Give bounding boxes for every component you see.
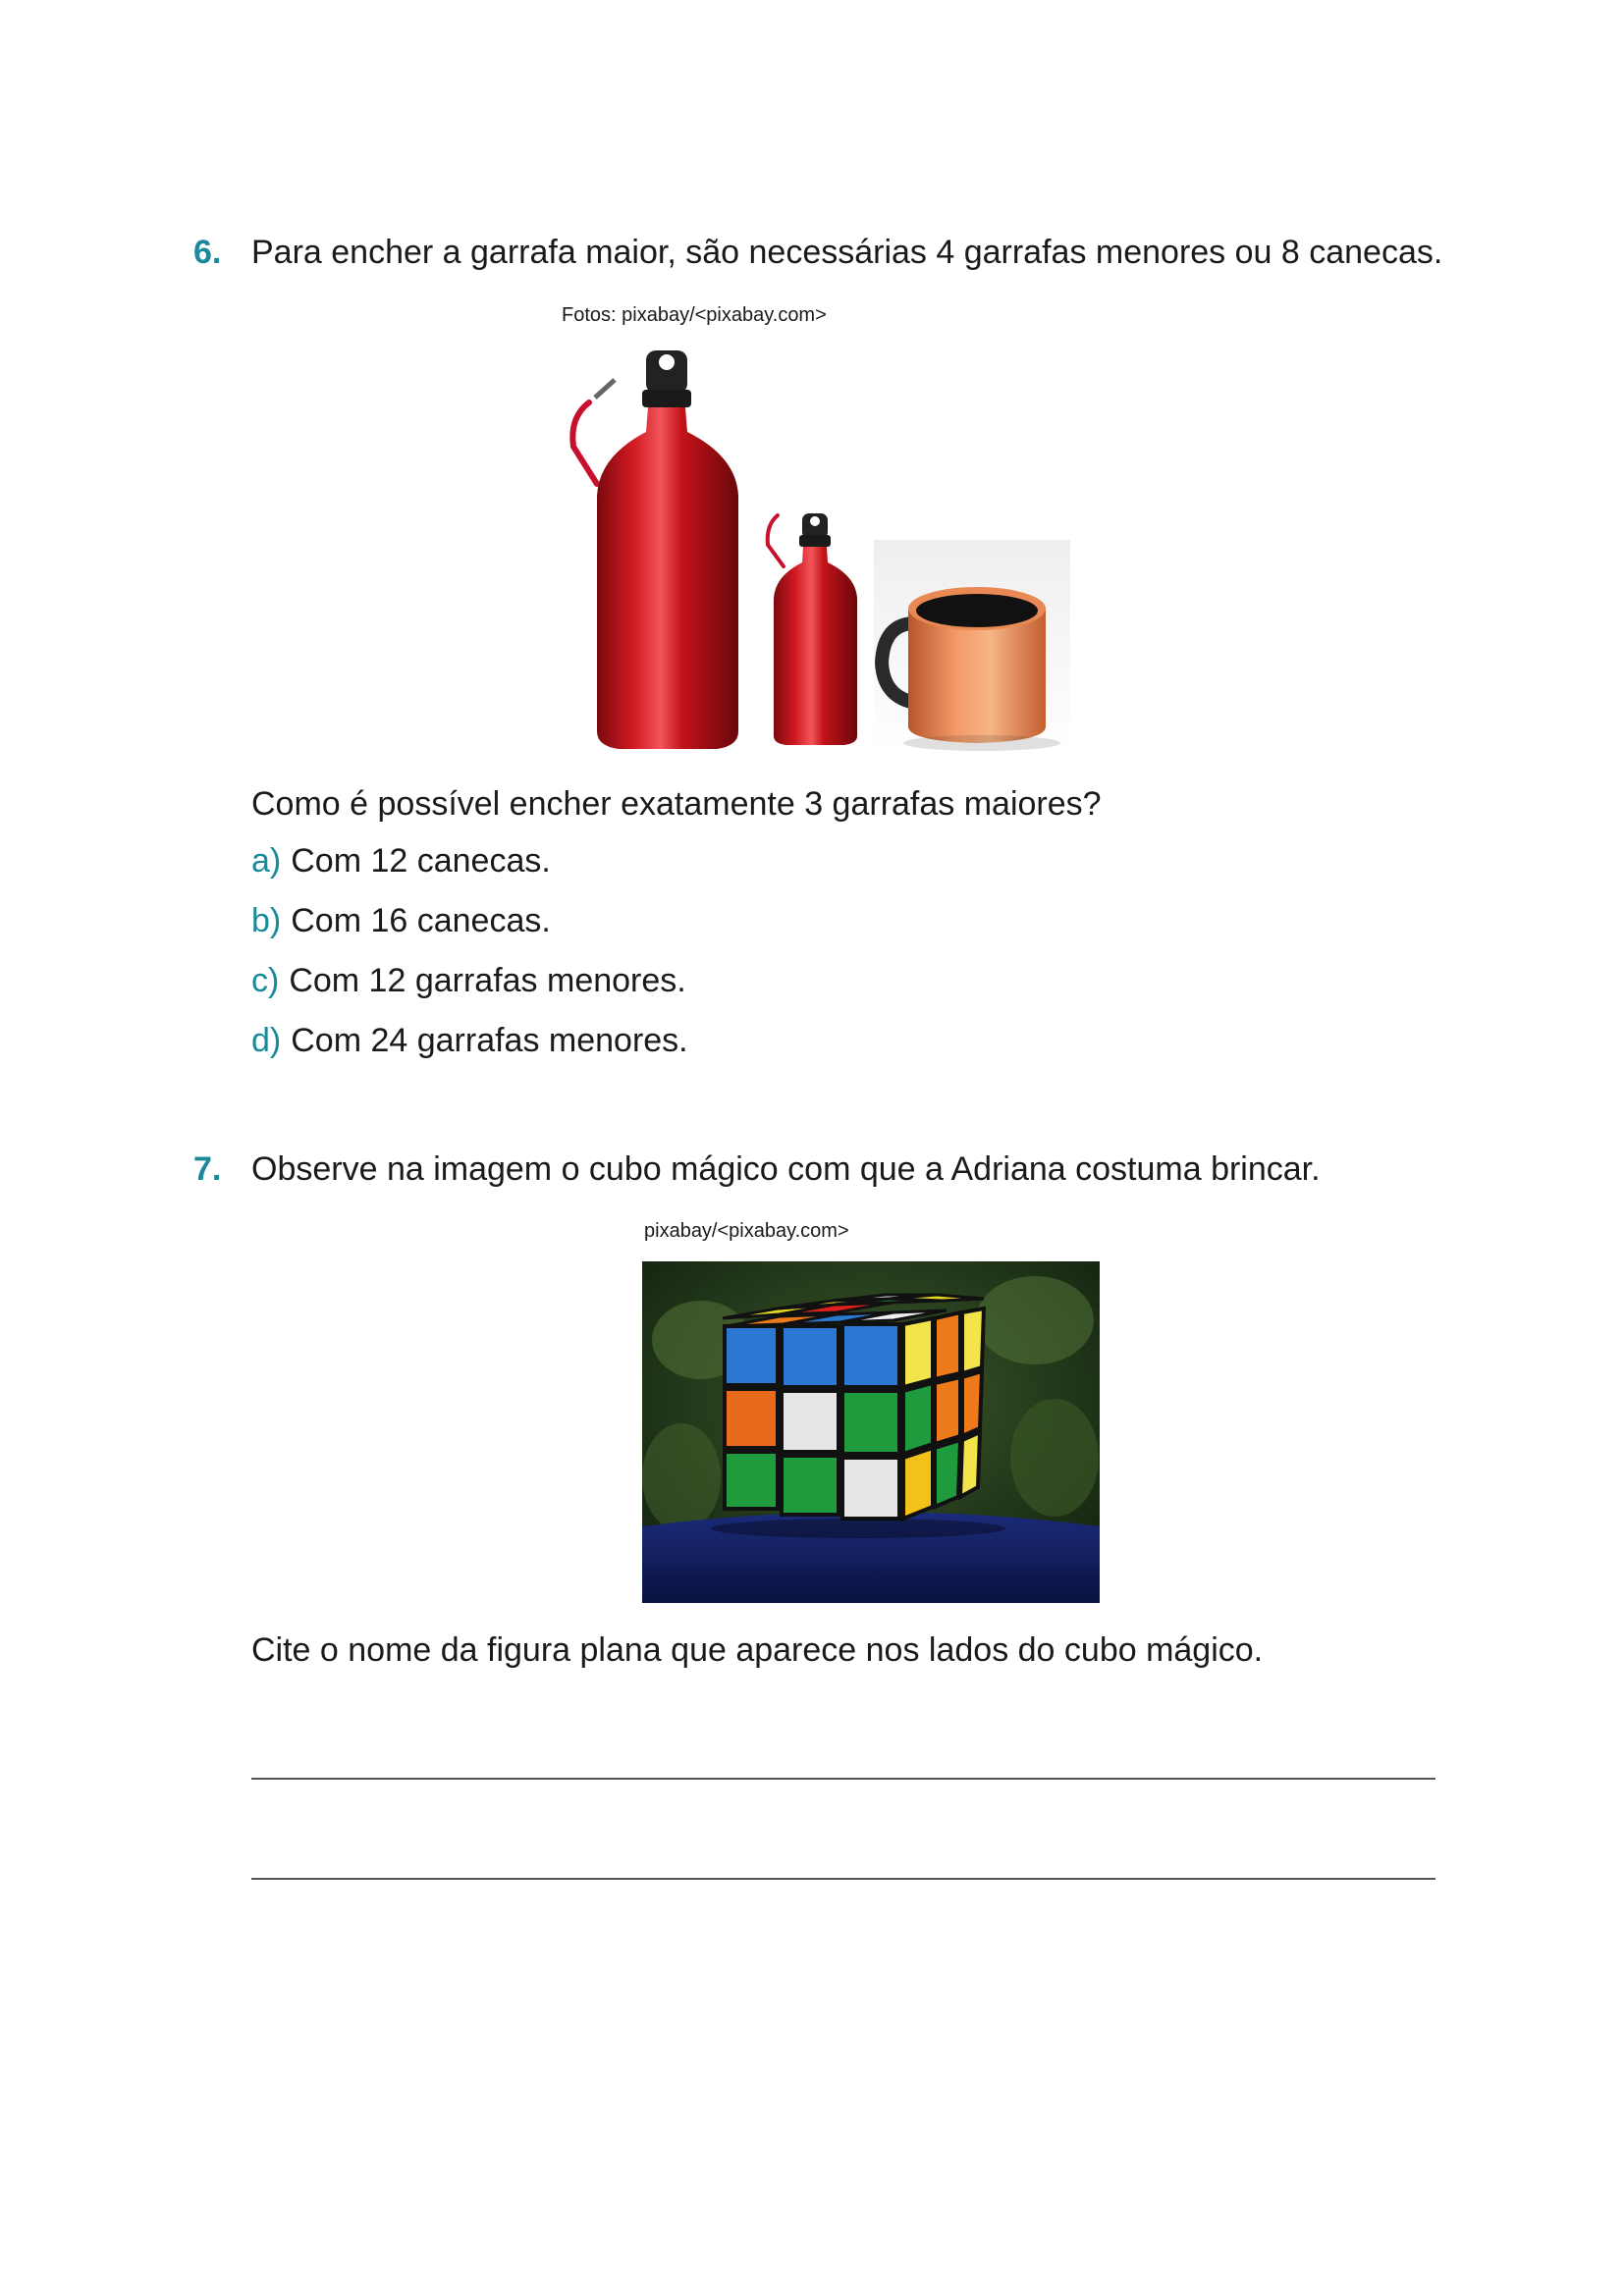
large-bottle — [572, 350, 738, 749]
cube-front-face — [725, 1324, 899, 1519]
question-6-statement: Para encher a garrafa maior, são necessárias 4 garrafas menores ou 8 canecas. — [251, 234, 1443, 271]
question-7-question: Cite o nome da figura plana que aparece nos lados do cubo mágico. — [251, 1631, 1264, 1669]
small-bottle — [768, 513, 857, 745]
question-6-number: 6. — [193, 234, 222, 271]
question-7-number: 7. — [193, 1150, 222, 1188]
question-6-question: Como é possível encher exatamente 3 garrafas maiores? — [251, 785, 1102, 823]
rubiks-cube-photo — [642, 1261, 1100, 1603]
option-d-text: Com 24 garrafas menores. — [291, 1022, 688, 1059]
option-d-letter: d) — [251, 1022, 282, 1059]
cube-right-face — [903, 1308, 984, 1519]
question-7-photo-credit: pixabay/<pixabay.com> — [644, 1220, 849, 1242]
option-a[interactable] — [251, 842, 551, 881]
option-c-letter: c) — [251, 962, 280, 999]
option-b-text: Com 16 canecas. — [291, 902, 551, 939]
bottles-and-mug-photo — [560, 339, 1070, 756]
mug — [874, 540, 1070, 751]
question-6-photo-credit: Fotos: pixabay/<pixabay.com> — [562, 304, 827, 326]
option-c-text: Com 12 garrafas menores. — [289, 962, 686, 999]
option-a-text: Com 12 canecas. — [291, 842, 551, 880]
answer-line-1[interactable] — [251, 1778, 1435, 1780]
option-c[interactable] — [251, 962, 686, 1000]
option-b-letter: b) — [251, 902, 282, 939]
option-a-letter: a) — [251, 842, 282, 880]
question-7-statement: Observe na imagem o cubo mágico com que a Adriana costuma brincar. — [251, 1150, 1321, 1188]
option-d[interactable] — [251, 1022, 688, 1060]
answer-line-2[interactable] — [251, 1878, 1435, 1880]
option-b[interactable] — [251, 902, 551, 940]
